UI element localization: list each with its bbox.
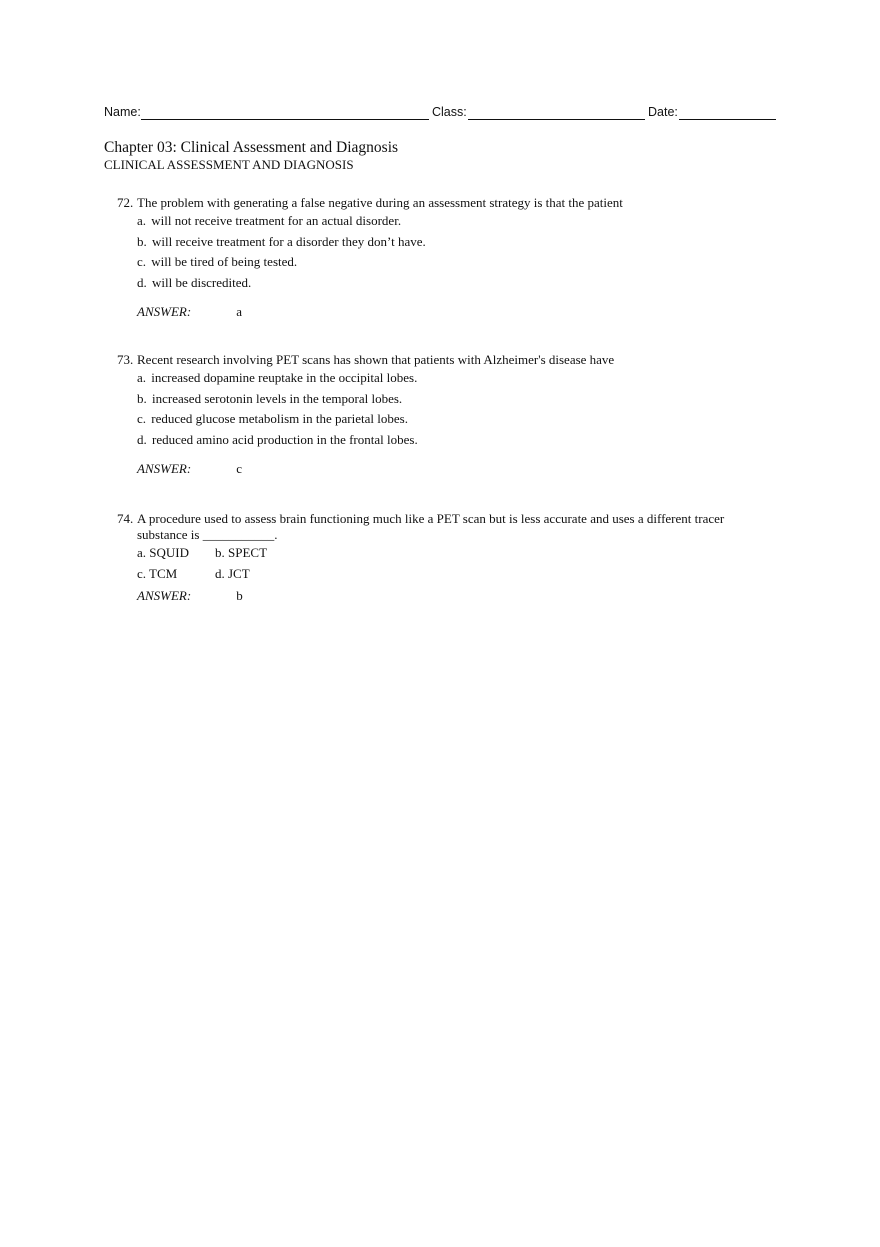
choice-c: c. reduced glucose metabolism in the parietal lobes.	[137, 411, 408, 426]
answer-value: c	[236, 460, 243, 476]
question-73	[117, 352, 777, 477]
question-number: 73.	[117, 352, 134, 367]
chapter-subtitle: CLINICAL ASSESSMENT AND DIAGNOSIS	[104, 157, 354, 172]
choice-d: d. reduced amino acid production in the frontal lobes.	[137, 431, 418, 447]
choices-row	[137, 566, 777, 582]
question-text: Recent research involving PET scans has shown that patients with Alzheimer's disease have	[137, 352, 615, 367]
class-label: Class:	[432, 105, 467, 119]
name-label: Name:	[104, 105, 141, 119]
answer-label: ANSWER:	[137, 303, 192, 319]
answer-row	[117, 461, 777, 477]
choice-a: a. SQUID	[137, 545, 190, 560]
choice-a: a. increased dopamine reuptake in the occipital lobes.	[137, 370, 418, 385]
question-text: The problem with generating a false negative during an assessment strategy is that the patient	[137, 195, 623, 210]
student-info-header	[104, 104, 776, 122]
question-72	[117, 195, 777, 320]
question-text-line-2: substance is ___________.	[137, 527, 278, 542]
question-number: 74.	[117, 511, 134, 526]
answer-row	[117, 304, 777, 320]
date-label: Date:	[648, 105, 678, 119]
chapter-title: Chapter 03: Clinical Assessment and Diagnosis	[104, 139, 399, 156]
choices-row	[137, 545, 777, 561]
choice-b: b. increased serotonin levels in the temporal lobes.	[137, 390, 403, 406]
choice-c: c. TCM	[137, 566, 178, 581]
question-stem	[117, 352, 777, 368]
choice-c: c. will be tired of being tested.	[137, 254, 298, 269]
question-number: 72.	[117, 195, 134, 210]
question-stem-continued	[117, 527, 777, 543]
question-text-line-1: A procedure used to assess brain functioning much like a PET scan but is less accurate and uses a different tracer	[137, 511, 725, 526]
choice-d: d. will be discredited.	[137, 274, 252, 290]
answer-label: ANSWER:	[137, 460, 192, 476]
choice-b: b. SPECT	[215, 545, 268, 560]
class-line	[468, 119, 645, 120]
answer-label: ANSWER:	[137, 588, 192, 603]
choice-b: b. will receive treatment for a disorder they don’t have.	[137, 233, 426, 249]
choice-d: d. JCT	[215, 566, 250, 581]
answer-value: b	[236, 588, 243, 603]
name-line	[141, 119, 429, 120]
question-stem	[117, 195, 777, 211]
choices-grid	[117, 545, 777, 582]
date-line	[679, 119, 776, 120]
answer-value: a	[236, 303, 243, 319]
choice-a: a. will not receive treatment for an actual disorder.	[137, 213, 402, 228]
question-stem	[117, 511, 777, 527]
answer-row	[117, 588, 777, 604]
question-74	[117, 511, 777, 604]
